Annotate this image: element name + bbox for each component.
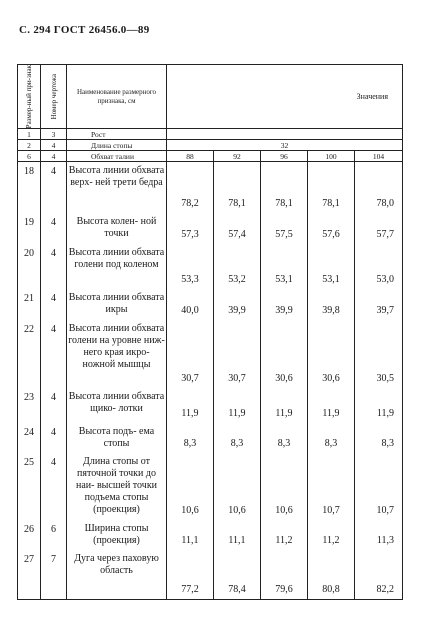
header-feature-name: Наименование размерного признака, см (67, 65, 167, 129)
feature-name: Высота линии обхвата голени под коленом (67, 244, 167, 289)
index-cell: 4 (41, 151, 67, 162)
drawing-number: 4 (41, 453, 67, 520)
table-row (18, 162, 403, 213)
size-cell: 104 (355, 151, 403, 162)
value-cell: 10,7 (355, 453, 403, 520)
feature-number: 19 (18, 213, 41, 244)
feature-name: Дуга через паховую область (67, 550, 167, 600)
index-row (18, 140, 403, 151)
value-cell: 77,2 (167, 550, 214, 600)
index-cell: Обхват талии (67, 151, 167, 162)
value-cell: 11,2 (308, 520, 355, 550)
value-cell: 78,1 (308, 162, 355, 213)
table-header-row (18, 65, 403, 129)
value-cell: 30,7 (214, 320, 261, 388)
feature-number: 25 (18, 453, 41, 520)
feature-number: 26 (18, 520, 41, 550)
value-cell: 8,3 (355, 423, 403, 453)
index-cell: 3 (41, 129, 67, 140)
value-cell: 11,9 (214, 388, 261, 423)
feature-name: Ширина стопы (проекция) (67, 520, 167, 550)
value-cell: 57,6 (308, 213, 355, 244)
value-cell: 10,6 (167, 453, 214, 520)
value-cell: 78,2 (167, 162, 214, 213)
value-cell: 10,7 (308, 453, 355, 520)
value-cell: 53,1 (261, 244, 308, 289)
value-cell: 10,6 (214, 453, 261, 520)
value-cell: 8,3 (167, 423, 214, 453)
value-cell: 39,8 (308, 289, 355, 320)
girth-row (18, 151, 403, 162)
value-cell: 40,0 (167, 289, 214, 320)
value-cell: 39,9 (261, 289, 308, 320)
feature-number: 24 (18, 423, 41, 453)
index-cell: 2 (18, 140, 41, 151)
index-row (18, 129, 403, 140)
feature-name: Высота линии обхвата икры (67, 289, 167, 320)
value-cell: 30,7 (167, 320, 214, 388)
measurements-table (17, 64, 403, 600)
drawing-number: 4 (41, 162, 67, 213)
feature-number: 22 (18, 320, 41, 388)
table-row (18, 244, 403, 289)
value-cell: 82,2 (355, 550, 403, 600)
table-row (18, 320, 403, 388)
table-row (18, 213, 403, 244)
value-cell: 10,6 (261, 453, 308, 520)
value-cell: 57,3 (167, 213, 214, 244)
value-cell: 39,9 (214, 289, 261, 320)
value-cell: 11,9 (355, 388, 403, 423)
index-cell (167, 129, 403, 140)
feature-name: Высота колен- ной точки (67, 213, 167, 244)
feature-number: 20 (18, 244, 41, 289)
value-cell: 78,1 (261, 162, 308, 213)
index-cell: Длина стопы (67, 140, 167, 151)
feature-name: Длина стопы от пяточной точки до наи- высшей точки подъема стопы (проекция) (67, 453, 167, 520)
value-cell: 8,3 (261, 423, 308, 453)
value-cell: 11,1 (167, 520, 214, 550)
header-drawing-number: Номер чертежа (41, 65, 67, 129)
feature-name: Высота подъ- ема стопы (67, 423, 167, 453)
value-cell: 78,0 (355, 162, 403, 213)
value-cell: 39,7 (355, 289, 403, 320)
index-cell: 1 (18, 129, 41, 140)
value-cell: 53,2 (214, 244, 261, 289)
value-cell: 53,3 (167, 244, 214, 289)
value-cell: 30,5 (355, 320, 403, 388)
value-cell: 11,9 (167, 388, 214, 423)
drawing-number: 4 (41, 320, 67, 388)
index-cell: 4 (41, 140, 67, 151)
value-cell: 80,8 (308, 550, 355, 600)
feature-name: Высота линии обхвата верх- ней трети бедра (67, 162, 167, 213)
size-cell: 92 (214, 151, 261, 162)
value-cell: 53,1 (308, 244, 355, 289)
table-row (18, 289, 403, 320)
feature-number: 18 (18, 162, 41, 213)
drawing-number: 4 (41, 289, 67, 320)
feature-name: Высота линии обхвата щико- лотки (67, 388, 167, 423)
size-cell: 96 (261, 151, 308, 162)
value-cell: 53,0 (355, 244, 403, 289)
value-cell: 11,2 (261, 520, 308, 550)
drawing-number: 7 (41, 550, 67, 600)
index-cell: 6 (18, 151, 41, 162)
table-row (18, 520, 403, 550)
feature-number: 27 (18, 550, 41, 600)
drawing-number: 4 (41, 244, 67, 289)
index-cell: 32 (167, 140, 403, 151)
drawing-number: 4 (41, 423, 67, 453)
feature-number: 23 (18, 388, 41, 423)
index-cell: Рост (67, 129, 167, 140)
drawing-number: 4 (41, 213, 67, 244)
value-cell: 8,3 (308, 423, 355, 453)
table-row (18, 453, 403, 520)
drawing-number: 6 (41, 520, 67, 550)
value-cell: 30,6 (308, 320, 355, 388)
drawing-number: 4 (41, 388, 67, 423)
value-cell: 8,3 (214, 423, 261, 453)
size-cell: 100 (308, 151, 355, 162)
table-row (18, 423, 403, 453)
value-cell: 57,5 (261, 213, 308, 244)
value-cell: 78,1 (214, 162, 261, 213)
value-cell: 57,4 (214, 213, 261, 244)
value-cell: 11,9 (261, 388, 308, 423)
value-cell: 57,7 (355, 213, 403, 244)
page-header: С. 294 ГОСТ 26456.0—89 (19, 24, 150, 36)
table-row (18, 550, 403, 600)
value-cell: 11,3 (355, 520, 403, 550)
feature-number: 21 (18, 289, 41, 320)
value-cell: 11,9 (308, 388, 355, 423)
feature-name: Высота линии обхвата голени на уровне ниж- него края икро- ножной мышцы (67, 320, 167, 388)
size-cell: 88 (167, 151, 214, 162)
value-cell: 78,4 (214, 550, 261, 600)
header-feature-number: Размер-ный при-знак (18, 65, 41, 129)
header-values: Значения (167, 65, 403, 129)
value-cell: 30,6 (261, 320, 308, 388)
value-cell: 79,6 (261, 550, 308, 600)
value-cell: 11,1 (214, 520, 261, 550)
table-row (18, 388, 403, 423)
